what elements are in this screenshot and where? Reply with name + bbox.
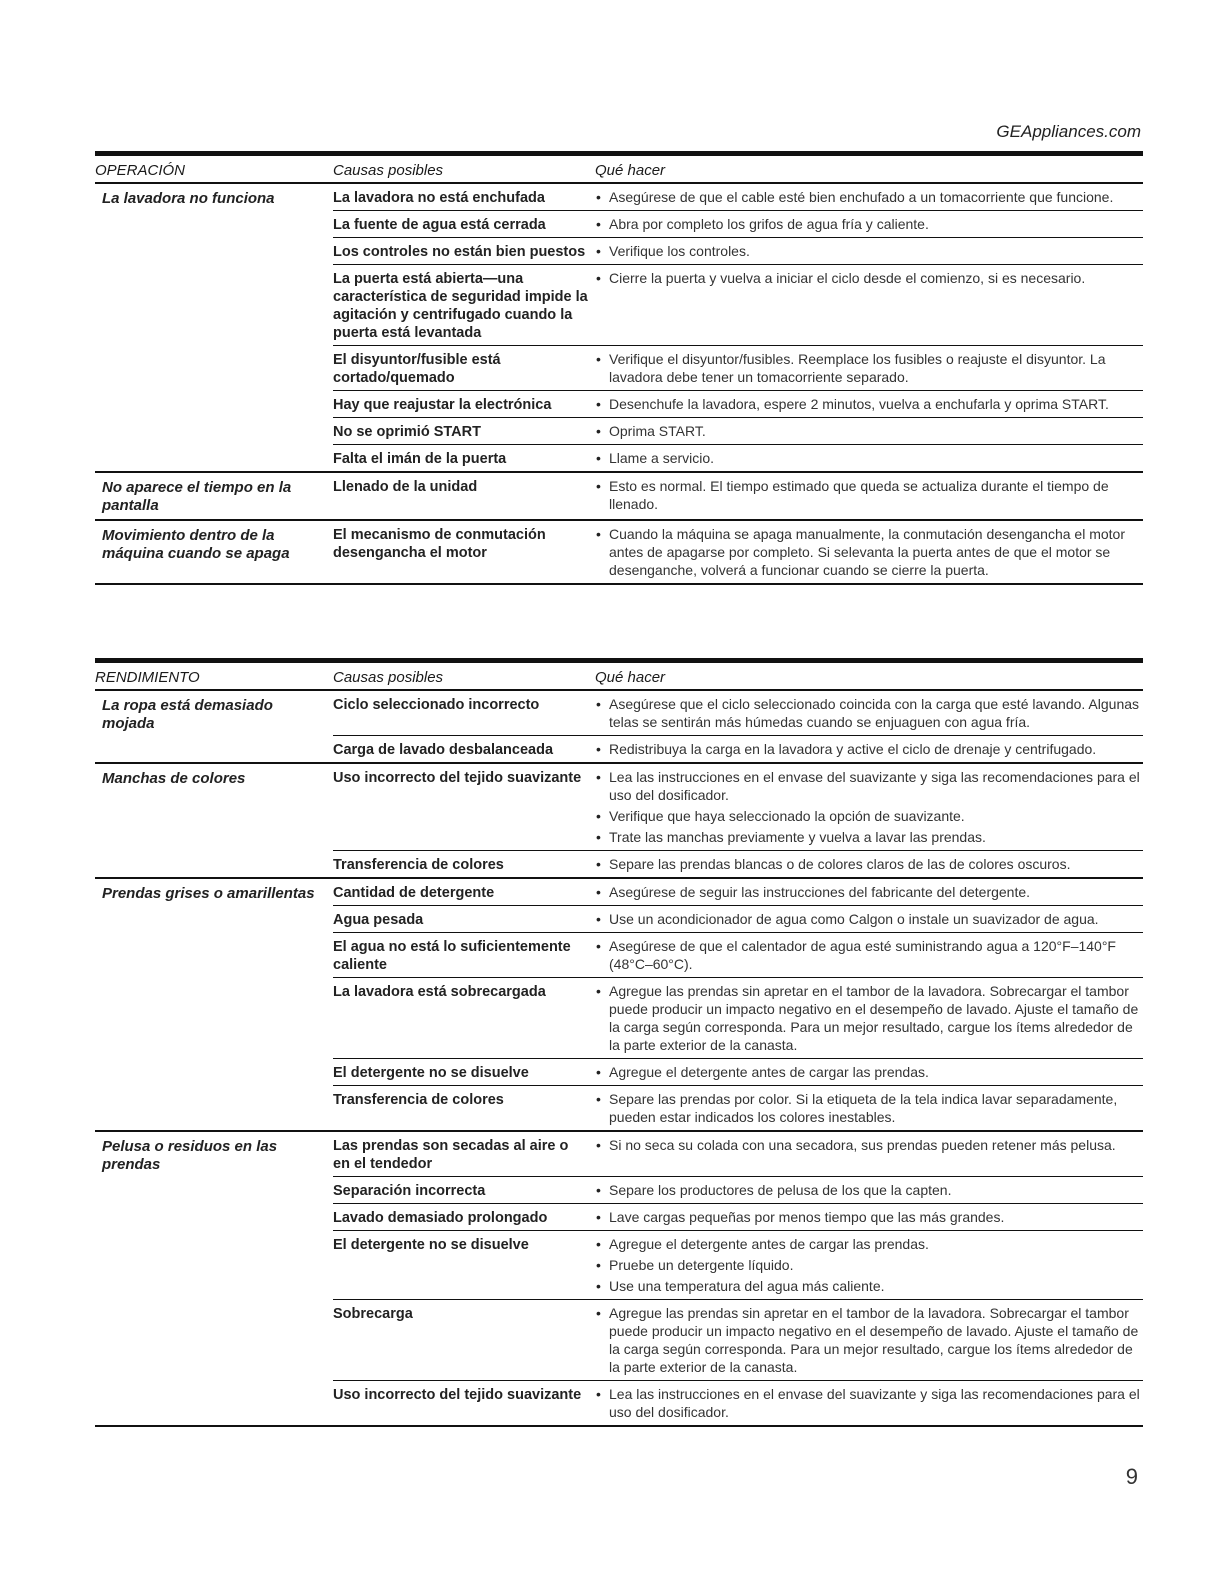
fix-item: • Use una temperatura del agua más caliente. [595,1277,1143,1295]
problem-label: Movimiento dentro de la máquina cuando se apaga [102,527,290,562]
header-cell: Causas posibles [333,669,444,686]
fix-item: • Si no seca su colada con una secadora, sus prendas pueden retener más pelusa. [595,1136,1143,1154]
cause-row [333,184,1143,211]
causes-list [333,879,1143,1130]
performance-table [95,658,1143,1427]
causes-list [333,691,1143,762]
problem-group [95,521,1143,585]
cause-text: Separación incorrecta [333,1183,486,1199]
fix-list [595,691,1143,735]
problem-label: No aparece el tiempo en la pantalla [102,479,292,514]
fix-list [595,521,1143,583]
cause-text: Lavado demasiado prolongado [333,1210,548,1226]
header-cell: Qué hacer [595,669,666,686]
problem-label: La lavadora no funciona [102,190,275,207]
fix-list [595,346,1143,390]
fix-list [595,1204,1143,1230]
fix-item: • Use un acondicionador de agua como Calgon o instale un suavizador de agua. [595,910,1143,928]
causes-list [333,184,1143,471]
cause-text: Los controles no están bien puestos [333,244,586,260]
fix-list [595,1300,1143,1380]
cause-text: El detergente no se disuelve [333,1237,529,1253]
fix-list [595,764,1143,850]
cause-row [333,691,1143,736]
cause-text: El disyuntor/fusible está cortado/quemado [333,352,501,386]
cause-text: Las prendas son secadas al aire o en el tendedor [333,1138,569,1172]
cause-row [333,1059,1143,1086]
fix-item: • Agregue las prendas sin apretar en el tambor de la lavadora. Sobrecargar el tambor puede producir un impacto negativo en el desempeño de lavado. Ajuste el tamaño de la carga según corresponda. Para un mejor resultado, cargue los ítems alrededor de la parte exterior de la canasta. [595,1304,1143,1376]
fix-item: • Cierre la puerta y vuelva a iniciar el ciclo desde el comienzo, si es necesario. [595,269,1143,287]
fix-list [595,391,1143,417]
fix-list [595,211,1143,237]
cause-row [333,736,1143,762]
problem-label: Prendas grises o amarillentas [102,885,315,902]
header-cell: Causas posibles [333,162,444,179]
site-url: GEAppliances.com [996,122,1141,141]
fix-item: • Verifique que haya seleccionado la opción de suavizante. [595,807,1143,825]
operation-table [95,151,1143,585]
cause-text: Carga de lavado desbalanceada [333,742,554,758]
cause-row [333,346,1143,391]
cause-text: Ciclo seleccionado incorrecto [333,697,540,713]
problem-label: Pelusa o residuos en las prendas [102,1138,278,1173]
header-cell: OPERACIÓN [95,162,186,179]
fix-item: • Verifique los controles. [595,242,1143,260]
cause-row [333,238,1143,265]
fix-list [595,978,1143,1058]
cause-row [333,978,1143,1059]
fix-list [595,184,1143,210]
fix-item: • Separe los productores de pelusa de los que la capten. [595,1181,1143,1199]
cause-row [333,1132,1143,1177]
fix-item: • Esto es normal. El tiempo estimado que queda se actualiza durante el tiempo de llenado. [595,477,1143,513]
fix-list [595,736,1143,762]
cause-row [333,1231,1143,1300]
fix-item: • Redistribuya la carga en la lavadora y active el ciclo de drenaje y centrifugado. [595,740,1143,758]
fix-item: • Lave cargas pequeñas por menos tiempo que las más grandes. [595,1208,1143,1226]
cause-row [333,391,1143,418]
cause-text: La lavadora está sobrecargada [333,984,546,1000]
fix-list [595,418,1143,444]
table-header [95,156,1143,184]
fix-item: • Verifique el disyuntor/fusibles. Reemplace los fusibles o reajuste el disyuntor. La lavadora debe tener un tomacorriente separado. [595,350,1143,386]
cause-row [333,418,1143,445]
fix-item: • Trate las manchas previamente y vuelva a lavar las prendas. [595,828,1143,846]
fix-list [595,1177,1143,1203]
cause-row [333,1177,1143,1204]
cause-row [333,851,1143,877]
problem-group [95,473,1143,521]
cause-row [333,933,1143,978]
cause-text: El detergente no se disuelve [333,1065,529,1081]
cause-text: La lavadora no está enchufada [333,190,545,206]
cause-row [333,1086,1143,1130]
problem-group [95,1132,1143,1427]
page-number: 9 [1125,1464,1138,1489]
fix-item: • Asegúrese de que el calentador de agua esté suministrando agua a 120°F–140°F (48°C–60°C). [595,937,1143,973]
fix-item: • Cuando la máquina se apaga manualmente, la conmutación desengancha el motor antes de apagarse por completo. Si selevanta la puerta antes de que el motor se desenganche, volverá a funcionar cuando se cierre la puerta. [595,525,1143,579]
fix-item: • Asegúrese que el ciclo seleccionado coincida con la carga que esté lavando. Algunas telas se sentirán más húmedas cuando se enjuaguen con agua fría. [595,695,1143,731]
fix-item: • Lea las instrucciones en el envase del suavizante y siga las recomendaciones para el uso del dosificador. [595,768,1143,804]
problem-group [95,879,1143,1132]
fix-list [595,265,1143,345]
cause-row [333,764,1143,851]
cause-text: Uso incorrecto del tejido suavizante [333,1387,582,1403]
problem-group [95,691,1143,764]
cause-text: Hay que reajustar la electrónica [333,397,552,413]
cause-text: Agua pesada [333,912,424,928]
cause-text: Transferencia de colores [333,1092,504,1108]
cause-row [333,265,1143,346]
fix-list [595,906,1143,932]
fix-item: • Agregue las prendas sin apretar en el tambor de la lavadora. Sobrecargar el tambor puede producir un impacto negativo en el desempeño de lavado. Ajuste el tamaño de la carga según corresponda. Para un mejor resultado, cargue los ítems alrededor de la parte exterior de la canasta. [595,982,1143,1054]
fix-item: • Separe las prendas por color. Si la etiqueta de la tela indica lavar separadamente, pueden estar indicados los colores inestables. [595,1090,1143,1126]
cause-text: La puerta está abierta—una característica de seguridad impide la agitación y centrifugado cuando la puerta está levantada [333,271,588,341]
cause-text: El mecanismo de conmutación desengancha el motor [333,527,546,561]
cause-text: Uso incorrecto del tejido suavizante [333,770,582,786]
problem-group [95,184,1143,473]
fix-list [595,445,1143,471]
causes-list [333,764,1143,877]
fix-item: • Agregue el detergente antes de cargar las prendas. [595,1235,1143,1253]
cause-row [333,473,1143,517]
cause-row [333,521,1143,583]
fix-list [595,851,1143,877]
header-cell: RENDIMIENTO [95,669,200,686]
fix-item: • Lea las instrucciones en el envase del suavizante y siga las recomendaciones para el uso del dosificador. [595,1385,1143,1421]
cause-row [333,211,1143,238]
cause-row [333,1204,1143,1231]
cause-text: No se oprimió START [333,424,481,440]
cause-text: Cantidad de detergente [333,885,495,901]
cause-text: Transferencia de colores [333,857,504,873]
causes-list [333,1132,1143,1425]
problem-group [95,764,1143,879]
problem-label: Manchas de colores [102,770,246,787]
fix-item: • Asegúrese de que el cable esté bien enchufado a un tomacorriente que funcione. [595,188,1143,206]
causes-list [333,521,1143,583]
cause-row [333,879,1143,906]
problem-label: La ropa está demasiado mojada [102,697,273,732]
fix-list [595,933,1143,977]
cause-row [333,906,1143,933]
table-header [95,663,1143,691]
fix-item: • Pruebe un detergente líquido. [595,1256,1143,1274]
fix-item: • Asegúrese de seguir las instrucciones del fabricante del detergente. [595,883,1143,901]
cause-text: Falta el imán de la puerta [333,451,507,467]
fix-item: • Agregue el detergente antes de cargar las prendas. [595,1063,1143,1081]
cause-text: Sobrecarga [333,1306,413,1322]
cause-text: El agua no está lo suficientemente caliente [333,939,571,973]
cause-row [333,1381,1143,1425]
fix-list [595,473,1143,517]
fix-list [595,1381,1143,1425]
cause-row [333,445,1143,471]
fix-item: • Abra por completo los grifos de agua fría y caliente. [595,215,1143,233]
fix-item: • Desenchufe la lavadora, espere 2 minutos, vuelva a enchufarla y oprima START. [595,395,1143,413]
cause-text: La fuente de agua está cerrada [333,217,546,233]
fix-list [595,879,1143,905]
fix-list [595,1132,1143,1176]
fix-item: • Llame a servicio. [595,449,1143,467]
cause-text: Llenado de la unidad [333,479,478,495]
fix-list [595,1086,1143,1130]
fix-list [595,1231,1143,1299]
causes-list [333,473,1143,519]
header-cell: Qué hacer [595,162,666,179]
fix-list [595,238,1143,264]
fix-item: • Oprima START. [595,422,1143,440]
cause-row [333,1300,1143,1381]
fix-item: • Separe las prendas blancas o de colores claros de las de colores oscuros. [595,855,1143,873]
fix-list [595,1059,1143,1085]
